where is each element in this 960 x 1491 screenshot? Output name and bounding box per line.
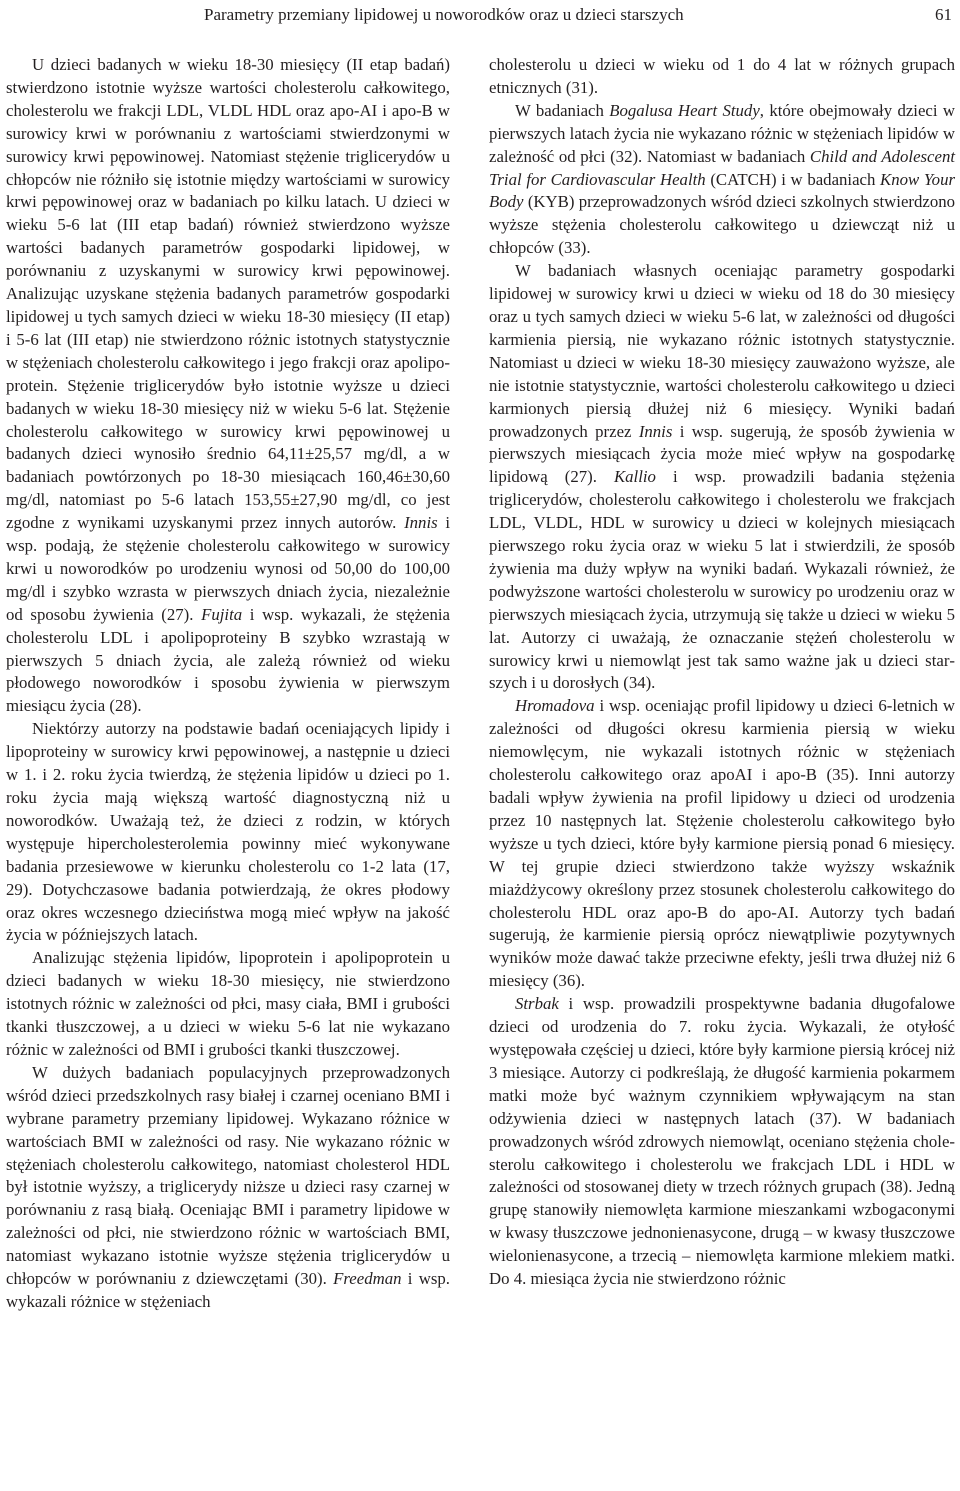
author-name: Kallio: [613, 467, 656, 487]
author-name: Hromadova: [515, 696, 595, 716]
paragraph: [489, 260, 955, 695]
text-run: i wsp. prowadzili prospektywne badania długofalowe dzieci od urodzenia do 7. roku życia. Wykazali, że otyłość występowała częściej u dzieci, które były karmione piersią krócej niż 3 miesiące. Autorzy ci podkreślają, że długość karmienia pokarmem matki może być ważnym czynnikiem wpływającym na stan odżywienia dzieci w następnych latach (37). W badaniach prowadzonych wśród zdrowych niemowląt, oceniano stężenia cholesterolu całkowitego i cholesterolu we frakcjach LDL i HDL w zależności od stosowanej diety w trzech różnych grupach (38). Jedną grupę stanowiły niemowlęta karmione mieszankami wzbogaconymi w kwasy tłuszczowe jednonienasycone, drugą – w kwasy tłuszczowe wielonienasycone, a trzecią – niemowlęta karmione mlekiem matki. Do 4. miesiąca życia nie stwierdzono różnic: [489, 994, 955, 1289]
running-title: Parametry przemiany lipidowej u noworodków oraz u dzieci starszych: [204, 5, 684, 24]
text-run: , które obejmowały dzieci w pierwszych latach życia nie wykazano różnic w stężeniach lipidów w zależność od płci (32). Natomiast w badaniach: [489, 100, 955, 166]
paragraph: Analizując stężenia lipidów, lipoprotein i apolipoprotein u dzieci badanych w wieku 18-30 miesięcy, nie stwierdzono istotnych różnic w zależności od płci, masy ciała, BMI i grubości tkanki tłuszczowej, a u dzieci w wieku 5-6 lat nie wykazano różnic w zależności od BMI i grubości tkanki tłuszczowej.: [6, 948, 450, 1059]
study-name: Know Your Body: [489, 169, 955, 212]
author-name: Fujita: [201, 604, 243, 624]
text-run: i wsp. prowadzili badania stężenia triglicerydów, cholesterolu całkowitego i cholesterolu we frakcjach LDL, VLDL, HDL w surowicy u dzieci w kolejnych miesiącach pierwszego roku życia oraz w wieku 5 lat i stwierdzili, że sposób żywienia ma duży wpływ na wyniki badań. Wykazali również, że podwyższone wartości cholesterolu w surowicy po urodzeniu oraz w pierwszych miesiącach życia, utrzymują się także u dzieci w wieku 5 lat. Autorzy ci uważają, że oznaczanie stężeń cholesterolu w surowicy krwi u niemowląt jest tak samo ważne jak u dzieci starszych i u dorosłych (34).: [489, 467, 955, 693]
text-run: i wsp. wykazali, że stężenia cholesterolu LDL i apolipoproteiny B szybko wzrastają w pierwszych 5 dniach życia, ale zależą również od wieku płodowego noworodków i sposobu żywienia w pierwszym miesiącu życia (28).: [6, 604, 450, 716]
page-header: [0, 0, 960, 30]
author-name: Innis: [638, 421, 673, 441]
paragraph: [6, 1062, 450, 1314]
study-name: Child and Adolescent Trial for Cardiovascular Health: [489, 146, 955, 189]
paragraph: Niektórzy autorzy na podstawie badań oceniających lipidy i lipoproteiny w surowicy krwi pępowinowej, a następnie u dzieci w 1. i 2. roku życia twierdzą, że stężenia lipidów u dzieci po 1. roku życia mają większą wartość diagnostyczną niż u noworodków. Uważają też, że dzieci z rodzin, w których występuje hipercholesterolemia powinny mieć wykonywane badania przesiewowe w kierunku cholesterolu co 1-2 lata (17, 29). Dotychczasowe badania potwierdzają, że okres płodowy oraz okres wczesnego dzieciństwa mogą mieć wpływ na jakość życia w późniejszych latach.: [6, 719, 450, 945]
paragraph: cholesterolu u dzieci w wieku od 1 do 4 lat w różnych grupach etnicznych (31).: [489, 55, 955, 97]
text-run: i wsp. oceniając profil lipidowy u dzieci 6-letnich w zależności od długości okresu karmienia piersią w wieku niemowlęcym, nie wykazali istotnych różnic w stężeniach cholesterolu całkowitego oraz apoAI i apo-B (35). Inni autorzy badali wpływ żywienia na profil lipidowy u dzieci od urodzenia przez 10 następnych lat. Stężenie cholesterolu całkowitego było wyższe u tych dzieci, które były karmione piersią ponad 6 miesięcy. W tej grupie dzieci stwierdzono także wyższy wskaźnik miażdżycowy określony przez stosunek cholesterolu całkowitego do cholesterolu HDL oraz apo-B do apo-AI. Autorzy tych badań sugerują, że karmienie piersią oprócz niewątpliwie pozytywnych wyników może dawać także przeciwne efekty, jeśli trwa dłużej niż 6 miesięcy (36).: [489, 696, 955, 991]
text-run: W badaniach własnych oceniając parametry gospodarki lipidowej w surowicy krwi u dzieci w wieku od 18 do 30 miesięcy oraz u tych samych dzieci w wieku 5-6 lat, w zależności od długości karmienia piersią, nie wykazano różnic istotnych statystycznie. Natomiast u dzieci w wieku 18-30 miesięcy zauważono wyższe, ale nie istotnie statystycznie, wartości cholesterolu całkowitego u dzieci karmionych piersią dłużej niż 6 miesięcy. Wyniki badań prowadzonych przez: [489, 261, 955, 441]
paragraph: [489, 993, 955, 1291]
right-column: [489, 54, 955, 1291]
text-run: i wsp. podają, że stężenie cholesterolu całkowitego w surowicy krwi u noworodków po urodzeniu wynosi od 50,00 do 100,00 mg/dl i szybko wzrasta w pierwszych dniach życia, niezależnie od sposobu żywienia (27).: [6, 513, 450, 624]
author-name: Innis: [404, 513, 438, 533]
text-run: W badaniach: [515, 100, 610, 120]
text-run: W dużych badaniach populacyjnych przeprowadzonych wśród dzieci przedszkolnych rasy białej i czarnej oceniano BMI i wybrane parametry przemiany lipidowej. Wykazano różnice w wartościach BMI w zależności od rasy. Nie wykazano różnic w stężeniach cholesterolu całkowitego, natomiast cholesterol HDL był istotnie wyższy, a triglicerydy niższe u dzieci rasy czarnej w porównaniu z rasą białą. Oceniając BMI i parametry lipidowe w zależności od płci, nie stwierdzono różnic w wartościach BMI, natomiast wykazano istotnie wyższe stężenia triglicerydów u chłopców w porównaniu z dziewczętami (30).: [6, 1062, 450, 1289]
text-run: (CATCH) i w badaniach: [705, 169, 881, 189]
paragraph: [489, 100, 955, 260]
paragraph: [489, 695, 955, 993]
paragraph: [6, 54, 450, 718]
text-run: i wsp. sugerują, że sposób żywienia w pierwszych miesiącach życia może mieć wpływ na gospodarkę lipidową (27).: [489, 421, 955, 487]
text-run: U dzieci badanych w wieku 18-30 miesięcy (II etap badań) stwierdzono istotnie wyższe wartości cholesterolu całkowitego, cholesterolu we frakcji LDL, VLDL HDL oraz apo-AI i apo-B w surowicy krwi w porównaniu z wartościami stwierdzonymi w surowicy krwi pępowinowej. Natomiast stężenie triglicerydów u chłopców nie różniło się istotnie między wartościami w surowicy krwi pępowinowej oraz w badaniach po kilku latach. U dzieci w wieku 5-6 lat (III etap badań) również stwierdzono wyższe wartości badanych parametrów gospodarki lipidowej, w porównaniu z uzyskanymi w surowicy krwi pępowinowej. Analizując uzyskane stężenia badanych parametrów gospodarki lipidowej u tych samych dzieci w wieku 18-30 miesięcy (II etap) i 5-6 lat (III etap) nie stwierdzono różnic istotnych statystycznie w stężeniach cholesterolu całkowitego i jego frakcji oraz apolipoprotein. Stężenie triglicerydów było istotnie wyższe u dzieci badanych w wieku 18-30 miesięcy niż w wieku 5-6 lat. Stężenie cholesterolu całkowitego w surowicy krwi pępowinowej u badanych dzieci wynosiło średnio 64,11±25,57 mg/dl, a w badaniach powtórzonych po 18-30 miesiącach 160,46±30,60 mg/dl, natomiast po 5-6 latach 153,55±27,90 mg/dl, co jest zgodne z wynikami uzyskanymi przez innych autorów.: [6, 55, 450, 533]
author-name: Strbak: [515, 994, 559, 1014]
text-run: (KYB) przeprowadzonych wśród dzieci szkolnych stwierdzono wyższe stężenia cholesterolu całkowitego u dziewcząt niż u chłopców (33).: [489, 192, 955, 258]
page-number: 61: [935, 5, 952, 24]
text-run: i wsp. wykazali różnice w stężeniach: [6, 1269, 450, 1311]
study-name: Bogalusa Heart Study: [609, 100, 760, 120]
left-column: [6, 54, 450, 1314]
author-name: Freedman: [333, 1269, 402, 1289]
